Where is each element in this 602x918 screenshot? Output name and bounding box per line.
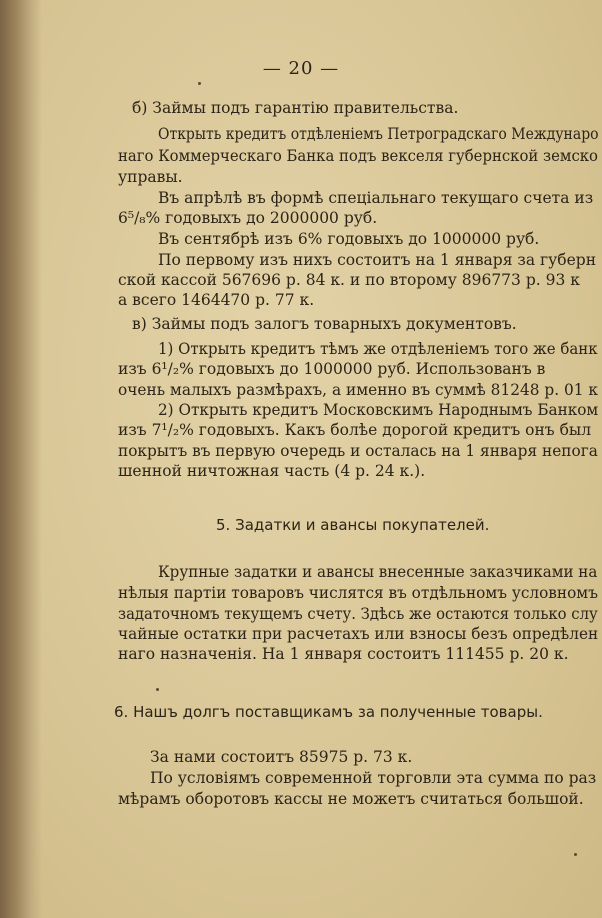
section-b-line: Въ сентябрѣ изъ 6% годовыхъ до 1000000 руб. — [158, 230, 540, 248]
section-v-line: 1) Открыть кредитъ тѣмъ же отдѣленіемъ того же банк — [158, 340, 598, 358]
section-5-line: задаточномъ текущемъ счету. Здѣсь же остаются только слу — [118, 605, 598, 623]
section-b-line: Открыть кредитъ отдѣленіемъ Петроградскаго Междунаро — [158, 125, 599, 143]
section-5-line: чайные остатки при расчетахъ или взносы безъ опредѣлен — [118, 625, 599, 643]
section-6-line: мѣрамъ оборотовъ кассы не можетъ считаться большой. — [118, 790, 584, 808]
section-b-line: ской кассой 567696 р. 84 к. и по второму 896773 р. 93 к — [118, 271, 580, 289]
section-6-line: По условіямъ современной торговли эта сумма по раз — [150, 769, 597, 787]
section-6-line: За нами состоитъ 85975 р. 73 к. — [150, 748, 413, 766]
section-b-line: управы. — [118, 168, 183, 186]
section-v-line: изъ 7¹/₂% годовыхъ. Какъ болѣе дорогой кредитъ онъ был — [118, 421, 592, 439]
section-5-heading: 5. Задатки и авансы покупателей. — [216, 516, 490, 534]
paper-speck — [156, 688, 159, 691]
section-v-line: изъ 6¹/₂% годовыхъ до 1000000 руб. Использованъ в — [118, 360, 546, 378]
section-b-line: Въ апрѣлѣ въ формѣ спеціальнаго текущаго счета из — [158, 189, 594, 207]
section-b-line: 6⁵/₈% годовыхъ до 2000000 руб. — [118, 209, 378, 227]
section-b-line: наго Коммерческаго Банка подъ векселя губернской земско — [118, 147, 599, 165]
section-v-line: 2) Открыть кредитъ Московскимъ Народнымъ Банком — [158, 401, 599, 419]
section-v-heading: в) Займы подъ залогъ товарныхъ документовъ. — [132, 315, 517, 333]
section-5-line: наго назначенія. На 1 января состоитъ 111455 р. 20 к. — [118, 645, 569, 663]
section-b-heading: б) Займы подъ гарантію правительства. — [132, 99, 459, 117]
paper-speck — [198, 82, 201, 85]
section-5-line: Крупные задатки и авансы внесенные заказчиками на — [158, 563, 598, 581]
page-number: — 20 — — [262, 58, 340, 79]
section-v-line: очень малыхъ размѣрахъ, а именно въ суммѣ 81248 р. 01 к — [118, 381, 598, 399]
section-v-line: покрытъ въ первую очередь и осталась на 1 января непога — [118, 442, 598, 460]
paper-speck — [574, 853, 577, 856]
section-v-line: шенной ничтожная часть (4 р. 24 к.). — [118, 462, 426, 480]
page-binding-edge — [0, 0, 42, 918]
section-b-line: По первому изъ нихъ состоитъ на 1 января за губерн — [158, 251, 597, 269]
section-6-heading: 6. Нашъ долгъ поставщикамъ за полученные товары. — [114, 703, 543, 721]
section-b-line: а всего 1464470 р. 77 к. — [118, 291, 315, 309]
section-5-line: нѣлыя партіи товаровъ числятся въ отдѣльномъ условномъ — [118, 584, 598, 602]
